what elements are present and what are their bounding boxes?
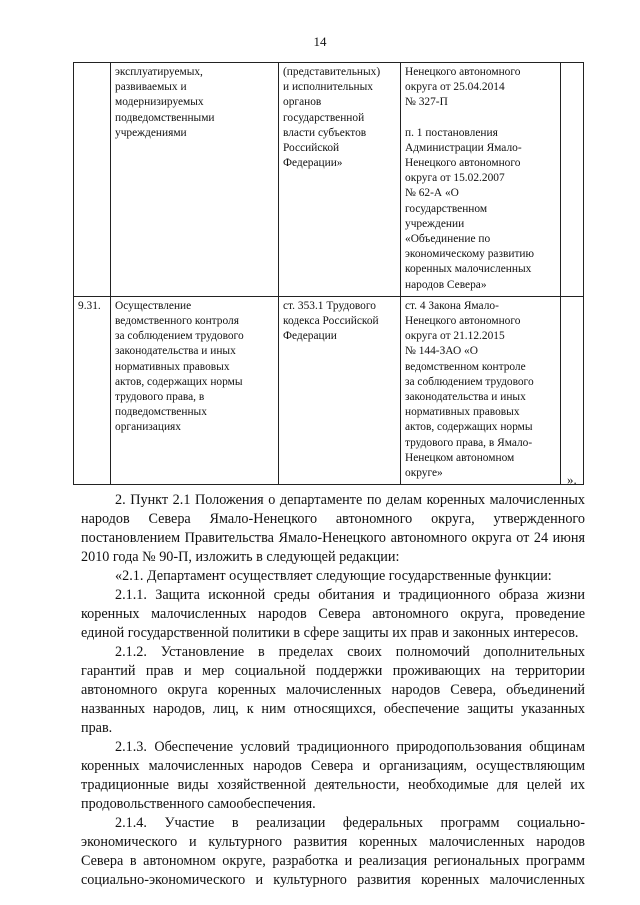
function-line: трудового права, в	[115, 391, 205, 404]
function-line: нормативных правовых	[115, 360, 230, 373]
paragraph-line: традиционные виды хозяйственной деятельности, необходимые для целей их	[81, 777, 585, 793]
act-line: нормативных правовых	[405, 406, 520, 419]
function-line: законодательства и иных	[115, 345, 236, 358]
basis-line: (представительных)	[283, 66, 381, 78]
paragraph-line: социально-экономического и культурного развития коренных малочисленных	[81, 872, 585, 888]
functions-table	[73, 62, 584, 485]
act-line: ведомственном контроле	[405, 360, 526, 373]
act-line: народов Севера»	[405, 278, 487, 291]
paragraph-line: коренных малочисленных народов Севера автономного округа, проведение	[81, 606, 585, 622]
function-line: подведомственных	[115, 406, 207, 419]
act-line: Ненецкого автономного	[405, 315, 521, 328]
paragraph-line: продовольственного самообеспечения.	[81, 796, 316, 812]
paragraph-line: единой государственной политики в сфере защиты их прав и законных интересов.	[81, 625, 579, 641]
basis-line: ст. 353.1 Трудового	[283, 299, 376, 312]
act-line: за соблюдением трудового	[405, 375, 534, 388]
act-line: учреждении	[405, 217, 465, 230]
act-line: округа от 25.04.2014	[405, 81, 505, 94]
page-number: 14	[313, 34, 327, 49]
act-line: «Объединение по	[405, 233, 491, 246]
legal-basis-cell	[279, 63, 401, 297]
act-gap	[405, 111, 556, 126]
act-line: округе»	[405, 467, 443, 480]
act-line: актов, содержащих нормы	[405, 421, 533, 434]
row-number-cell	[74, 63, 111, 297]
act-line: № 327-П	[405, 96, 448, 109]
paragraph-line: гарантий прав и мер социальной поддержки проживающих на территории	[81, 663, 585, 679]
paragraph-line: 2.1.3. Обеспечение условий традиционного природопользования общинам	[115, 739, 585, 755]
paragraph-line: 2. Пункт 2.1 Положения о департаменте по делам коренных малочисленных	[115, 492, 585, 508]
amendment-text	[81, 491, 585, 890]
basis-line: Российской	[283, 142, 340, 155]
paragraph-line: постановлением Правительства Ямало-Ненецкого автономного округа от 24 июня	[81, 530, 585, 546]
act-line: Ненецком автономном	[405, 451, 515, 464]
basis-line: кодекса Российской	[283, 315, 379, 328]
paragraph-line: «2.1. Департамент осуществляет следующие государственные функции:	[115, 568, 552, 584]
paragraph-line: названных народов, лиц, к ним относящихся, обеспечение защиты указанных	[81, 701, 585, 717]
paragraph-line: коренных малочисленных народов Севера и организациям, осуществляющим	[81, 758, 585, 774]
act-line: ст. 4 Закона Ямало-	[405, 299, 499, 312]
basis-line: органов	[283, 96, 322, 109]
empty-cell	[561, 296, 584, 484]
closing-quote-mark: ».	[567, 472, 577, 487]
act-line: коренных малочисленных	[405, 263, 532, 276]
act-line: Администрации Ямало-	[405, 141, 522, 154]
function-line: ведомственного контроля	[115, 315, 239, 328]
regional-act-cell	[401, 296, 561, 484]
paragraph-line: 2.1.2. Установление в пределах своих полномочий дополнительных	[115, 644, 585, 660]
act-line: п. 1 постановления	[405, 126, 498, 139]
act-line: округа от 15.02.2007	[405, 172, 505, 185]
act-line: законодательства и иных	[405, 391, 526, 404]
act-line: № 144-ЗАО «О	[405, 345, 478, 358]
table-row	[74, 296, 584, 484]
basis-line: Федерации»	[283, 157, 343, 170]
act-line: № 62-А «О	[405, 187, 459, 200]
function-line: актов, содержащих нормы	[115, 375, 243, 388]
paragraph-line: 2.1.4. Участие в реализации федеральных программ социально-	[115, 815, 585, 831]
table-row	[74, 63, 584, 297]
basis-line: власти субъектов	[283, 126, 367, 139]
basis-line: и исполнительных	[283, 81, 373, 94]
legal-basis-cell	[279, 296, 401, 484]
paragraph-line: прав.	[81, 720, 113, 736]
function-cell	[111, 63, 279, 297]
empty-cell	[561, 63, 584, 297]
regional-act-cell	[401, 63, 561, 297]
function-line: Осуществление	[115, 299, 192, 312]
paragraph-line: автономного округа коренных малочисленных народов Севера, объединений	[81, 682, 585, 698]
function-line: подведомственными	[115, 111, 215, 124]
act-line: экономическому развитию	[405, 248, 535, 261]
basis-line: государственной	[283, 111, 365, 124]
paragraph-line: экономического и культурного развития коренных малочисленных народов	[81, 834, 585, 850]
act-line: Ненецкого автономного	[405, 157, 521, 170]
act-line: Ненецкого автономного	[405, 66, 521, 78]
function-line: за соблюдением трудового	[115, 330, 244, 343]
function-line: модернизируемых	[115, 96, 204, 109]
act-line: округа от 21.12.2015	[405, 330, 505, 343]
paragraph-line: 2010 года № 90-П, изложить в следующей редакции:	[81, 549, 400, 565]
function-line: развиваемых и	[115, 81, 187, 94]
function-line: учреждениями	[115, 126, 187, 139]
paragraph-line: народов Севера Ямало-Ненецкого автономного округа, утвержденного	[81, 511, 585, 527]
act-line: государственном	[405, 202, 488, 215]
basis-line: Федерации	[283, 330, 337, 343]
function-line: организациях	[115, 421, 181, 434]
function-line: эксплуатируемых,	[115, 66, 203, 78]
act-line: трудового права, в Ямало-	[405, 436, 533, 449]
paragraph-line: 2.1.1. Защита исконной среды обитания и традиционного образа жизни	[115, 587, 585, 603]
row-number-cell: 9.31.	[74, 296, 111, 484]
paragraph-line: Севера в автономном округе, разработка и реализация региональных программ	[81, 853, 585, 869]
function-cell	[111, 296, 279, 484]
